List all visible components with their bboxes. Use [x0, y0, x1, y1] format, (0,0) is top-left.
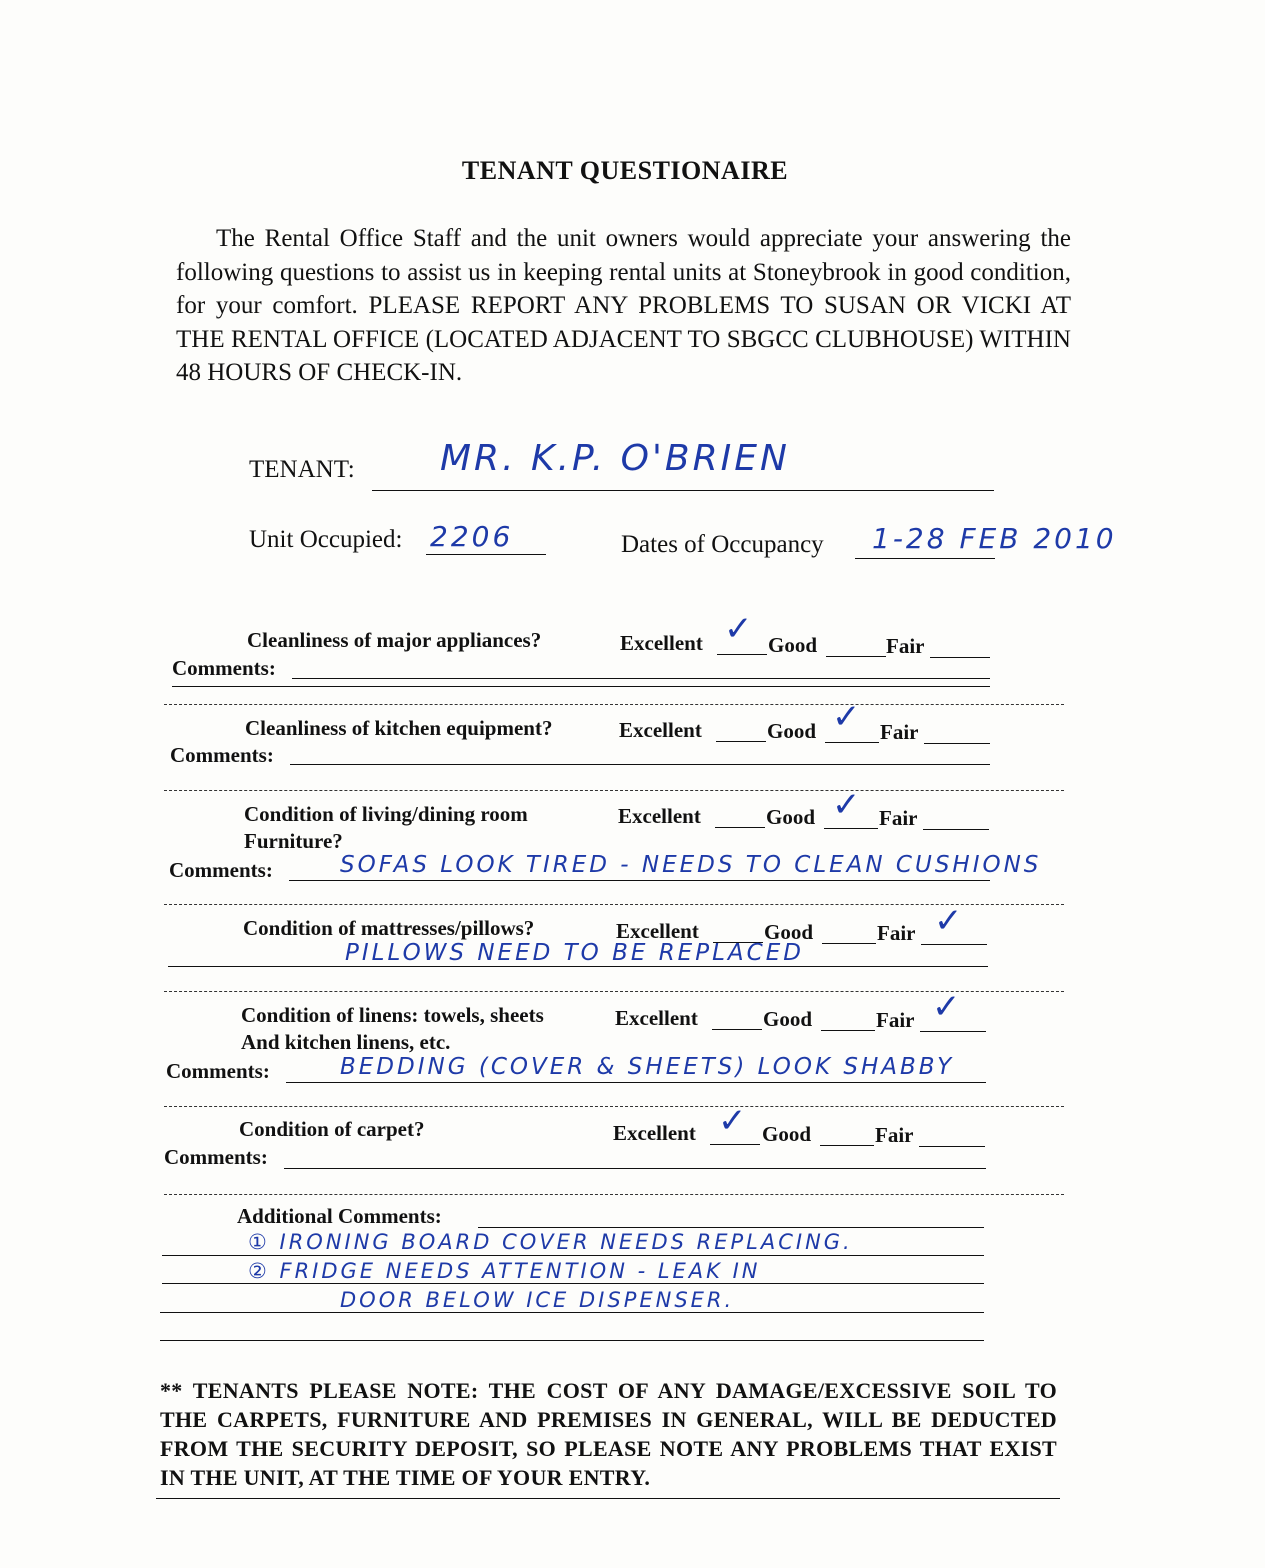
- question-living-dining-line2: Furniture?: [244, 829, 343, 853]
- question-major-appliances: Cleanliness of major appliances?: [247, 628, 542, 652]
- q5-good-blank: [821, 1008, 875, 1031]
- q6-excellent: Excellent: [613, 1121, 696, 1145]
- intro-paragraph: [176, 222, 1071, 390]
- q1-excellent: Excellent: [620, 631, 703, 655]
- q5-comment-handwritten: BEDDING (COVER & SHEETS) LOOK SHABBY: [340, 1054, 955, 1080]
- divider: [164, 1194, 1064, 1195]
- question-linens: Condition of linens: towels, sheets: [241, 1003, 544, 1027]
- q5-excellent: Excellent: [615, 1006, 698, 1030]
- q5-excellent-blank: [712, 1007, 762, 1030]
- additional-comments-label: Additional Comments:: [237, 1204, 442, 1228]
- q1-comment-line-2: [172, 678, 990, 687]
- q5-fair: Fair: [876, 1008, 915, 1032]
- page-title: TENANT QUESTIONAIRE: [461, 156, 789, 185]
- q2-comment-line: [290, 742, 990, 765]
- q1-good-blank: [826, 634, 886, 657]
- divider: [164, 991, 1064, 992]
- q2-good: Good: [767, 719, 817, 743]
- additional-comment-3-handwritten: DOOR BELOW ICE DISPENSER.: [340, 1288, 735, 1312]
- additional-line-4: [160, 1320, 984, 1341]
- q3-good: Good: [766, 805, 816, 829]
- q5-check-icon: ✓: [932, 987, 961, 1027]
- q3-excellent-blank: [715, 805, 765, 828]
- tenant-note: ** TENANTS PLEASE NOTE: THE COST OF ANY DAMAGE/EXCESSIVE SOIL TO THE CARPETS, FURNITURE AND PREMISES IN GENERAL, WILL BE DEDUCTED FROM THE SECURITY DEPOSIT, SO PLEASE NOTE ANY PROBLEMS THAT EXIST IN THE UNIT, AT THE TIME OF YOUR ENTRY.: [160, 1378, 1057, 1490]
- dates-label: Dates of Occupancy: [621, 531, 824, 558]
- q6-comments-label: Comments:: [164, 1145, 268, 1169]
- divider: [164, 1106, 1064, 1107]
- q4-good: Good: [764, 920, 814, 944]
- q1-comments-label: Comments:: [172, 656, 276, 680]
- question-carpet: Condition of carpet?: [239, 1117, 425, 1141]
- q5-good: Good: [763, 1007, 813, 1031]
- q2-fair-blank: [924, 721, 990, 744]
- additional-comment-2-handwritten: ② FRIDGE NEEDS ATTENTION - LEAK IN: [248, 1259, 761, 1283]
- divider: [164, 904, 1064, 905]
- q4-good-blank: [822, 921, 876, 944]
- intro-text: The Rental Office Staff and the unit owners would appreciate your answering the following questions to assist us in keeping rental units at Stoneybrook in good condition, for your comfort. PLEASE REPORT ANY PROBLEMS TO SUSAN OR VICKI AT THE RENTAL OFFICE (LOCATED ADJACENT TO SBGCC CLUBHOUSE) WITHIN 48 HOURS OF CHECK-IN.: [176, 225, 1071, 386]
- q6-comment-line: [284, 1146, 986, 1169]
- q6-fair-blank: [919, 1124, 985, 1147]
- q1-fair-blank: [930, 635, 990, 658]
- q4-excellent: Excellent: [616, 919, 699, 943]
- q3-fair-blank: [923, 807, 989, 830]
- q2-fair: Fair: [880, 720, 919, 744]
- q6-fair: Fair: [875, 1123, 914, 1147]
- q3-check-icon: ✓: [832, 785, 861, 825]
- q3-comment-handwritten: SOFAS LOOK TIRED - NEEDS TO CLEAN CUSHIONS: [340, 852, 1042, 878]
- q1-comment-line: [292, 656, 990, 679]
- tenant-name-handwritten: MR. K.P. O'BRIEN: [440, 438, 790, 479]
- q4-check-icon: ✓: [934, 901, 963, 941]
- additional-comment-1-handwritten: ① IRONING BOARD COVER NEEDS REPLACING.: [248, 1230, 853, 1254]
- q3-fair: Fair: [879, 806, 918, 830]
- question-mattresses: Condition of mattresses/pillows?: [243, 916, 535, 940]
- q5-comments-label: Comments:: [166, 1059, 270, 1083]
- q1-check-icon: ✓: [724, 609, 753, 649]
- q2-excellent: Excellent: [619, 718, 702, 742]
- dates-handwritten: 1-28 FEB 2010: [872, 522, 1117, 555]
- q6-good: Good: [762, 1122, 812, 1146]
- question-linens-line2: And kitchen linens, etc.: [241, 1030, 451, 1054]
- q1-fair: Fair: [886, 634, 925, 658]
- q4-fair: Fair: [877, 921, 916, 945]
- divider: [164, 790, 1064, 791]
- note-underline: [156, 1478, 1060, 1499]
- q3-comments-label: Comments:: [169, 858, 273, 882]
- question-kitchen-equipment: Cleanliness of kitchen equipment?: [245, 716, 553, 740]
- q4-comment-handwritten: PILLOWS NEED TO BE REPLACED: [345, 940, 804, 966]
- question-living-dining: Condition of living/dining room: [244, 802, 528, 826]
- divider: [164, 704, 1064, 705]
- q2-check-icon: ✓: [832, 697, 861, 737]
- q6-good-blank: [820, 1123, 874, 1146]
- additional-line-0: [478, 1205, 984, 1228]
- q1-good: Good: [768, 633, 818, 657]
- q2-excellent-blank: [716, 719, 766, 742]
- unit-number-handwritten: 2206: [430, 520, 514, 553]
- q6-check-icon: ✓: [718, 1101, 747, 1141]
- unit-label: Unit Occupied:: [249, 526, 403, 553]
- q2-comments-label: Comments:: [170, 743, 274, 767]
- tenant-label: TENANT:: [249, 456, 355, 483]
- q3-excellent: Excellent: [618, 804, 701, 828]
